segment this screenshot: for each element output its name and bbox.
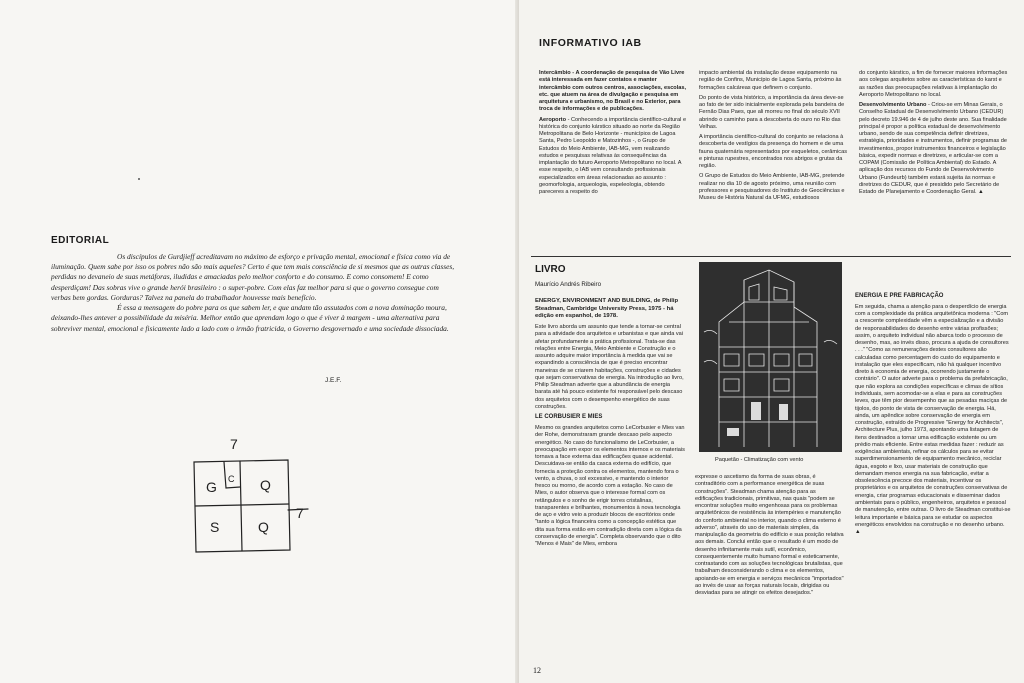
info-desenvolvimento [859,102,1009,196]
section-divider [531,256,1011,257]
info-intercambio: Intercâmbio - A coordenação de pesquisa de Vão Livre está interessada em fazer contatos e manter intercâmbio com outros centros, associações, escolas, etc. que atuem na área de divulgação e pesquisa em arquitetura e urbanismo, no Brasil e no Exterior, para troca de informações e de publicações. [539,70,687,113]
page-number: 12 [533,666,541,675]
livro-title: LIVRO [535,264,566,275]
info-col2-para-1: impacto ambiental da instalação desse equipamento na região de Confins, Município de Lagoa Santa, próximo às formações calcáreas que definem o conjunto. [699,70,842,91]
editorial-title: EDITORIAL [51,235,110,246]
informativo-header: INFORMATIVO IAB [539,37,642,49]
sketch-label-c: C [228,474,235,484]
lecorbusier-title: LE CORBUSIER E MIES [535,414,603,421]
energia-title: ENERGIA E PRE FABRICAÇÃO [855,293,944,299]
editorial-paragraph-1: Os discípulos de Gurdjieff acreditavam no máximo de esforço e privação mental, emocional e física como via de iluminação. Quem sabe por isso os pobres não são mais aqueles? Certo é que tem mais consciência de si mesmos que as outras classes, perdidas no devaneio de suas metáforas, iludidas e amaciadas pelo melhor conforto e do consumo. E como consomem! E como desperdiçam! Das sobras vive o grande herói brasileiro : o super-pobre. Com elas faz melhor para si que o governo consegue com verbas bem gordas. Gorduras? Talvez na panela do trabalhador houvesse mais benefício. [51,252,455,302]
ink-dot [138,178,140,180]
editorial-paragraph-2: É essa a mensagem do pobre para os que sabem ler, e que andam tão assutados com a nova dominação moura, deixando-lhes antever a possibilidade da miséria. Melhor então que aprendam logo o que é viver à margem - uma alternativa para sobreviver mental, emocional e fisicamente lado a lado com o irmão fratricida, o Governo desgovernado e uma sociedade dissociada. [51,303,449,333]
editorial-signature: J.E.F. [325,377,342,384]
sketch-label-top: 7 [230,436,238,452]
sketch-horizontal-line [195,504,289,506]
sketch-label-right: 7 [296,505,304,521]
info-aeroporto-text: - Conhecendo a importância científico-cultural e histórica do conjunto kárstico situado ao norte da Região Metropolitana de Belo Horizonte - municípios de Lagoa Santa, Pedro Leopoldo e Matozinhos -, o Grupo de Estudos do Meio Ambiente, IAB-MG, vem realizando estudos e pesquisas relativas às consequências da implantação do futuro Aeroporto Metropolitano no local. A esse respeito, o IAB vem consultando profissionais especializados em áreas relacionadas ao assunto : geomorfologia, arqueologia, espeleologia, obtendo pareceres a respeito do [539,116,687,196]
info-desenvolvimento-text: - Criou-se em Minas Gerais, o Conselho Estadual de Desenvolvimento Urbano (CEDUR) pelo decreto 19.946 de 4 de julho deste ano. Sua finalidade principal é propor a política estadual de desenvolvimento urbano, sendo de sua competência definir diretrizes, estratégia, prioridades e instrumentos, definir programas de investimentos, propor instrumentos financeiros e legislação básica, expedir normas e diretrizes, e articular-se com a COPAM (Comissão de Política Ambiental) do Estado. A aplicação dos recursos do Fundo de Desenvolvimento Urbano (Fundeurb) também estará sujeita às normas e diretrizes do CEDUR, que é presidido pelo Secretário de Estado de Planejamento e Coordenação Geral. ▲ [859,102,1007,196]
sketch-label-q2: Q [258,519,269,535]
info-aeroporto [539,117,687,197]
hand-sketch [180,432,320,562]
info-column-2 [699,70,847,206]
sketch-vertical-line [240,461,242,551]
sketch-label-g: G [206,479,217,495]
info-aeroporto-lead: Aeroporto [539,116,567,123]
livro-col2-text: expresse o ascetismo da forma de suas obras, é contraditório com a performance energética de suas construções". Steadman chama atenção para as edificações tradicionais, primitivas, nas quais "podem se encontrar soluções muito engenhosas para os problemas arquitetônicos de resistência às intempéries e manutenção do conforto ambiental no interior, quando o clima externo é adverso", através do uso de materiais simples, da manipulação da geometria do edifício e sua posição relativa aos demais. Conclui então que o resultado é um modo de desenho infinitamente mais sutil, econômico, consequentemente muito humano formal e esteticamente, contrastando com as soluções tecnológicas brutalistas, que trabalham desconsiderando o clima e os elementos, apoiando-se em energia e serviços mecânicos "importados" ao invés de usar as forças naturais locais, dirigidas ou desviadas para se atingir os efeitos desejados." [695,474,844,597]
book-reference: ENERGY, ENVIRONMENT AND BUILDING, de Philip Steadman, Cambridge University Press, 1975 - há edição em espanhol, de 1978. [535,298,679,320]
editorial-body [51,252,458,334]
info-col2-para-3: A importância científico-cultural do conjunto se relaciona à descoberta de vestígios da presença do homem e de uma fauna quaternária representados por esqueletos, cerâmicas e pinturas rupestres, encontrados nos abrigos e grutas da região. [699,134,848,170]
livro-column-3 [855,291,1011,675]
info-col2-para-4: O Grupo de Estudos do Meio Ambiente, IAB-MG, pretende realizar no dia 10 de agosto próximo, uma reunião com professores e pesquisadores do Instituto de Geociências e Museu de História Natural da UFMG, estudiosos [699,173,845,202]
building-drawing [699,262,842,452]
info-desenvolvimento-lead: Desenvolvimento Urbano [859,102,927,109]
info-col3-para-1: do conjunto kárstico, a fim de fornecer maiores informações aos colegas arquitetos sobre as características do karst e as razões das preocupações relativas à implantação do Aeroporto Metropolitano no local. [859,70,1008,98]
sketch-label-q1: Q [260,477,271,493]
livro-author: Maurício Andrés Ribeiro [535,281,602,288]
info-column-3 [859,70,1009,200]
lecorbusier-text: Mesmo os grandes arquitetos como LeCorbusier e Mies van der Rohe, demonstraram grande descaso pelo aspecto energético. No caso do funcionalismo de LeCorbusier, a preocupação em expor os elementos internos e os materiais tornava a face externa das edificações quase acidental. Descuidava-se então da casca externa do edifício, que fornecia a proteção contra os elementos, mantendo fora o vento, a chuva, o sol excessivo, e mantendo o interior fresco ou morno, de acordo com a estação. No caso de Mies, o autor observa que o interesse formal com os retângulos e o sonho de erigir torres cristalinas, transparentes e brilhantes, monumentos à nova tecnologia de aço e vidro veio a produzir blocos de escritórios onde "tanto a lógica financeira como a concepção estética que dita sua forma estão em contradição direta com a lógica da conservação de energia". Completa observando que o dito "Menos é Mais" de Mies, embora [535,425,685,548]
info-column-1 [539,70,687,200]
livro-column-2 [695,474,845,669]
livro-intro: Este livro aborda um assunto que tende a tornar-se central para a atividade dos arquitetos e urbanistas e que ainda vai afetar profundamente a prática profissional. Trata-se das relações entre Energia, Meio Ambiente e Construção e o assunto adquire maior importância à medida que vai se expandindo a consciência de que é preciso encontrar maneiras de se criarem habitações, construções e cidades que sejam conservativas de energia. Na introdução ao livro, Philip Steadman adverte que a abundância de energia barata até há pouco existente foi responsável pelo descaso dos arquitetos com o desempenho energético de suas construções. [535,324,684,410]
energia-text: Em seguida, chama a atenção para o desperdício de energia com a complexidade da prática arquitetônica moderna : "Com a crescente complexidade vêm a especialização e a divisão de responsabilidades do desenho entre várias profissões; assim, o arquiteto individual não abarca todo o processo de desenho, mas, ao invés disso, procura a ajuda de consultores . . ." "Como as remunerações destes consultores são calculadas como percentagem do custo do equipamento e instalação que eles especificam, não há qualquer incentivo direto à economia de energia, ocorrendo justamente o contrário". O autor adverte para o problema da prefabricação, que não explora as condições específicas e climas de sítios individuais, sem acomodar-se a elas e para as construções leves, que têm pior desempenho que as pesadas maciças de tijolos, do ponto de vista de conservação de energia. Há, ainda, um apêndice sobre conservação de energia em construção, extraído de Progressive "Energy for Architects", Architecture Plus, julho 1973, apontando uma listagem de itens destinados a tornar uma edificação existente ou um prédio mais eficiente. Entre estas medidas fazer : reduzir as exigências ambientais, refinar os cálculos para se evitar superdimensionamento de equipamento mecânico, reciclar água, esgoto e lixo, usar materiais de construção que demandam menos energia na sua fabricação, evitar a obsolescência precoce dos materiais, incentivar os proprietários e os arquitetos de construções conservativas de energia, criar programas educacionais e disseminar dados ambientais para o público, engenheiros, arquitetos e pessoal de manutenção, entre outras. O livro de Steadman constitui-se leitura importante e básica para se estudar os aspectos energéticos envolvidos na construção e no desenho urbano. ▲ [855,303,1011,536]
info-col2-para-2: Do ponto de vista histórico, a importância da área deve-se ao fato de ter sido inicialmente explorada pela bandeira de Fernão Dias Paes, que ali morreu no final do século XVII abrindo o caminho para a descoberta do ouro no Rio das Velhas. [699,94,845,130]
building-section-figure [699,262,842,452]
sketch-label-s: S [210,519,220,535]
livro-column-1 [535,298,685,664]
figure-caption: Paquetão - Climatização com vento [715,457,804,463]
